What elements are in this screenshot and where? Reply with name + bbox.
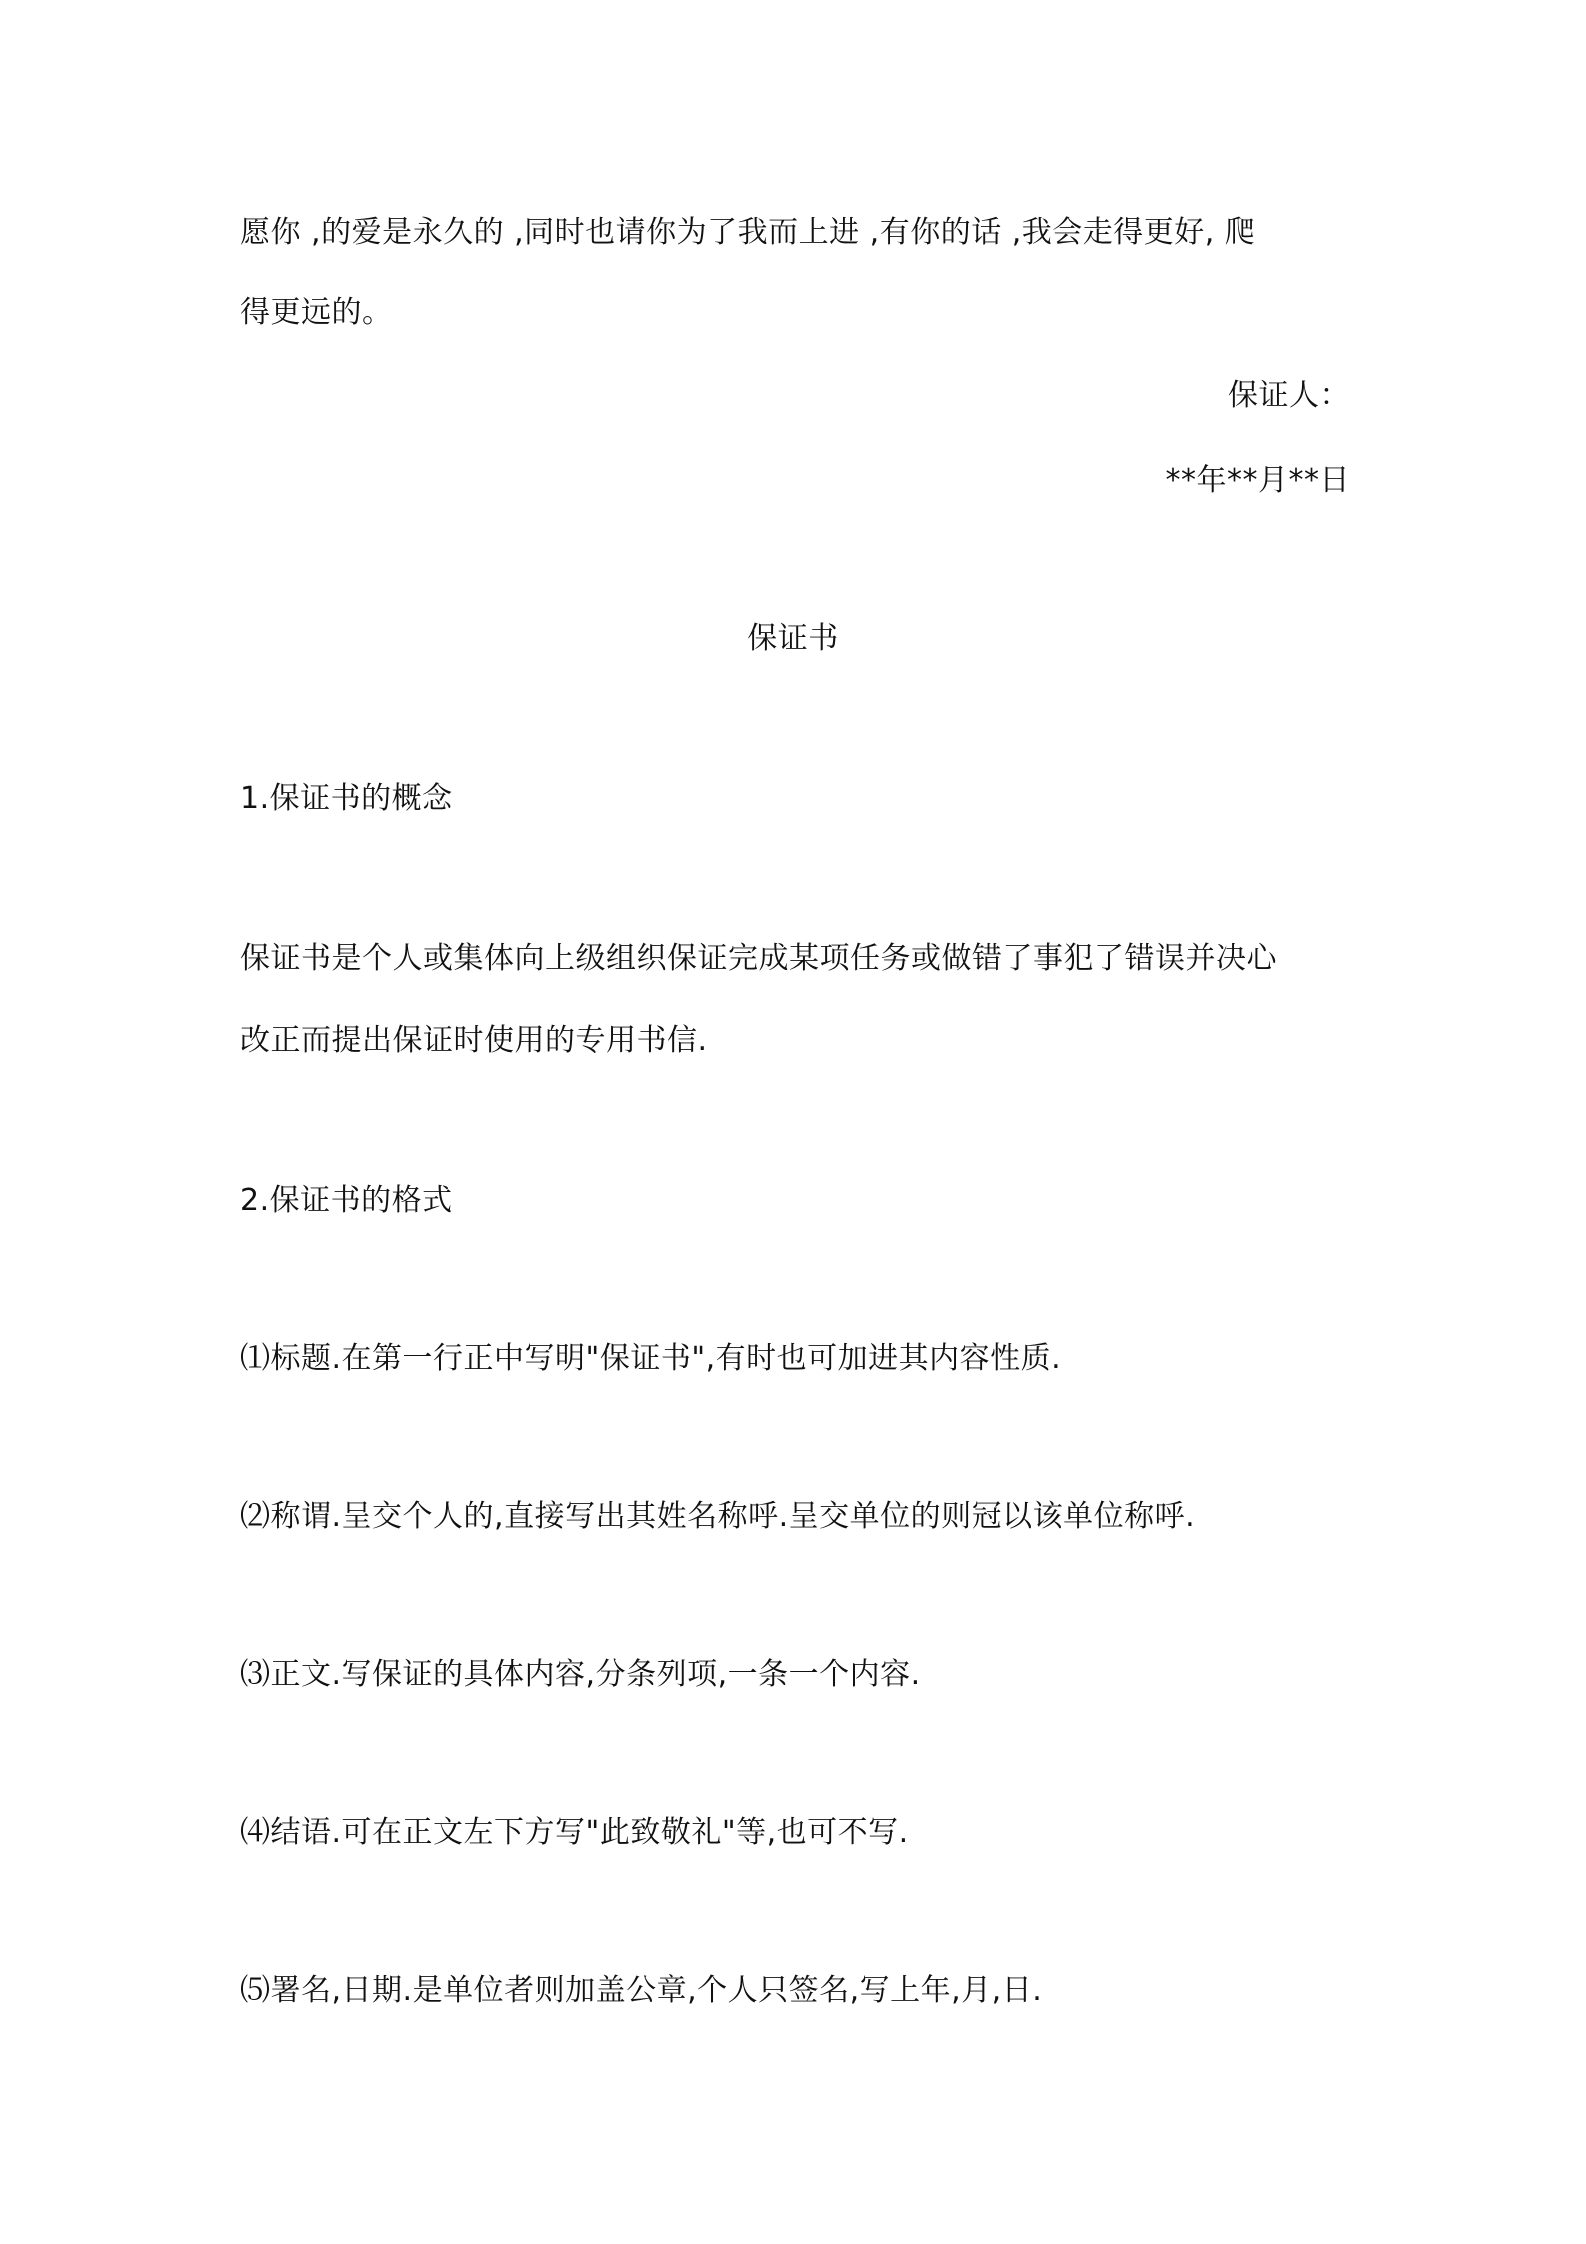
document-title: 保证书 (747, 621, 839, 656)
format-item-5: ⑸署名,日期.是单位者则加盖公章,个人只签名,写上年,月,日. (240, 1973, 1043, 2008)
format-item-1: ⑴标题.在第一行正中写明"保证书",有时也可加进其内容性质. (240, 1341, 1062, 1376)
section-1-body-line-2: 改正而提出保证时使用的专用书信. (240, 1023, 708, 1058)
format-item-2: ⑵称谓.呈交个人的,直接写出其姓名称呼.呈交单位的则冠以该单位称呼. (240, 1499, 1196, 1534)
section-2-heading: 2.保证书的格式 (240, 1183, 453, 1218)
section-1-body-line-1: 保证书是个人或集体向上级组织保证完成某项任务或做错了事犯了错误并决心 (240, 941, 1277, 976)
format-item-4: ⑷结语.可在正文左下方写"此致敬礼"等,也可不写. (240, 1815, 909, 1850)
format-item-3: ⑶正文.写保证的具体内容,分条列项,一条一个内容. (240, 1657, 921, 1692)
signatory-label: 保证人： (1228, 378, 1350, 413)
section-1-heading: 1.保证书的概念 (240, 781, 453, 816)
signature-date: **年**月**日 (1165, 463, 1350, 498)
closing-paragraph-line-1: 愿你 ,的爱是永久的 ,同时也请你为了我而上进 ,有你的话 ,我会走得更好, 爬 (240, 215, 1256, 250)
closing-paragraph-line-2: 得更远的。 (240, 295, 393, 330)
